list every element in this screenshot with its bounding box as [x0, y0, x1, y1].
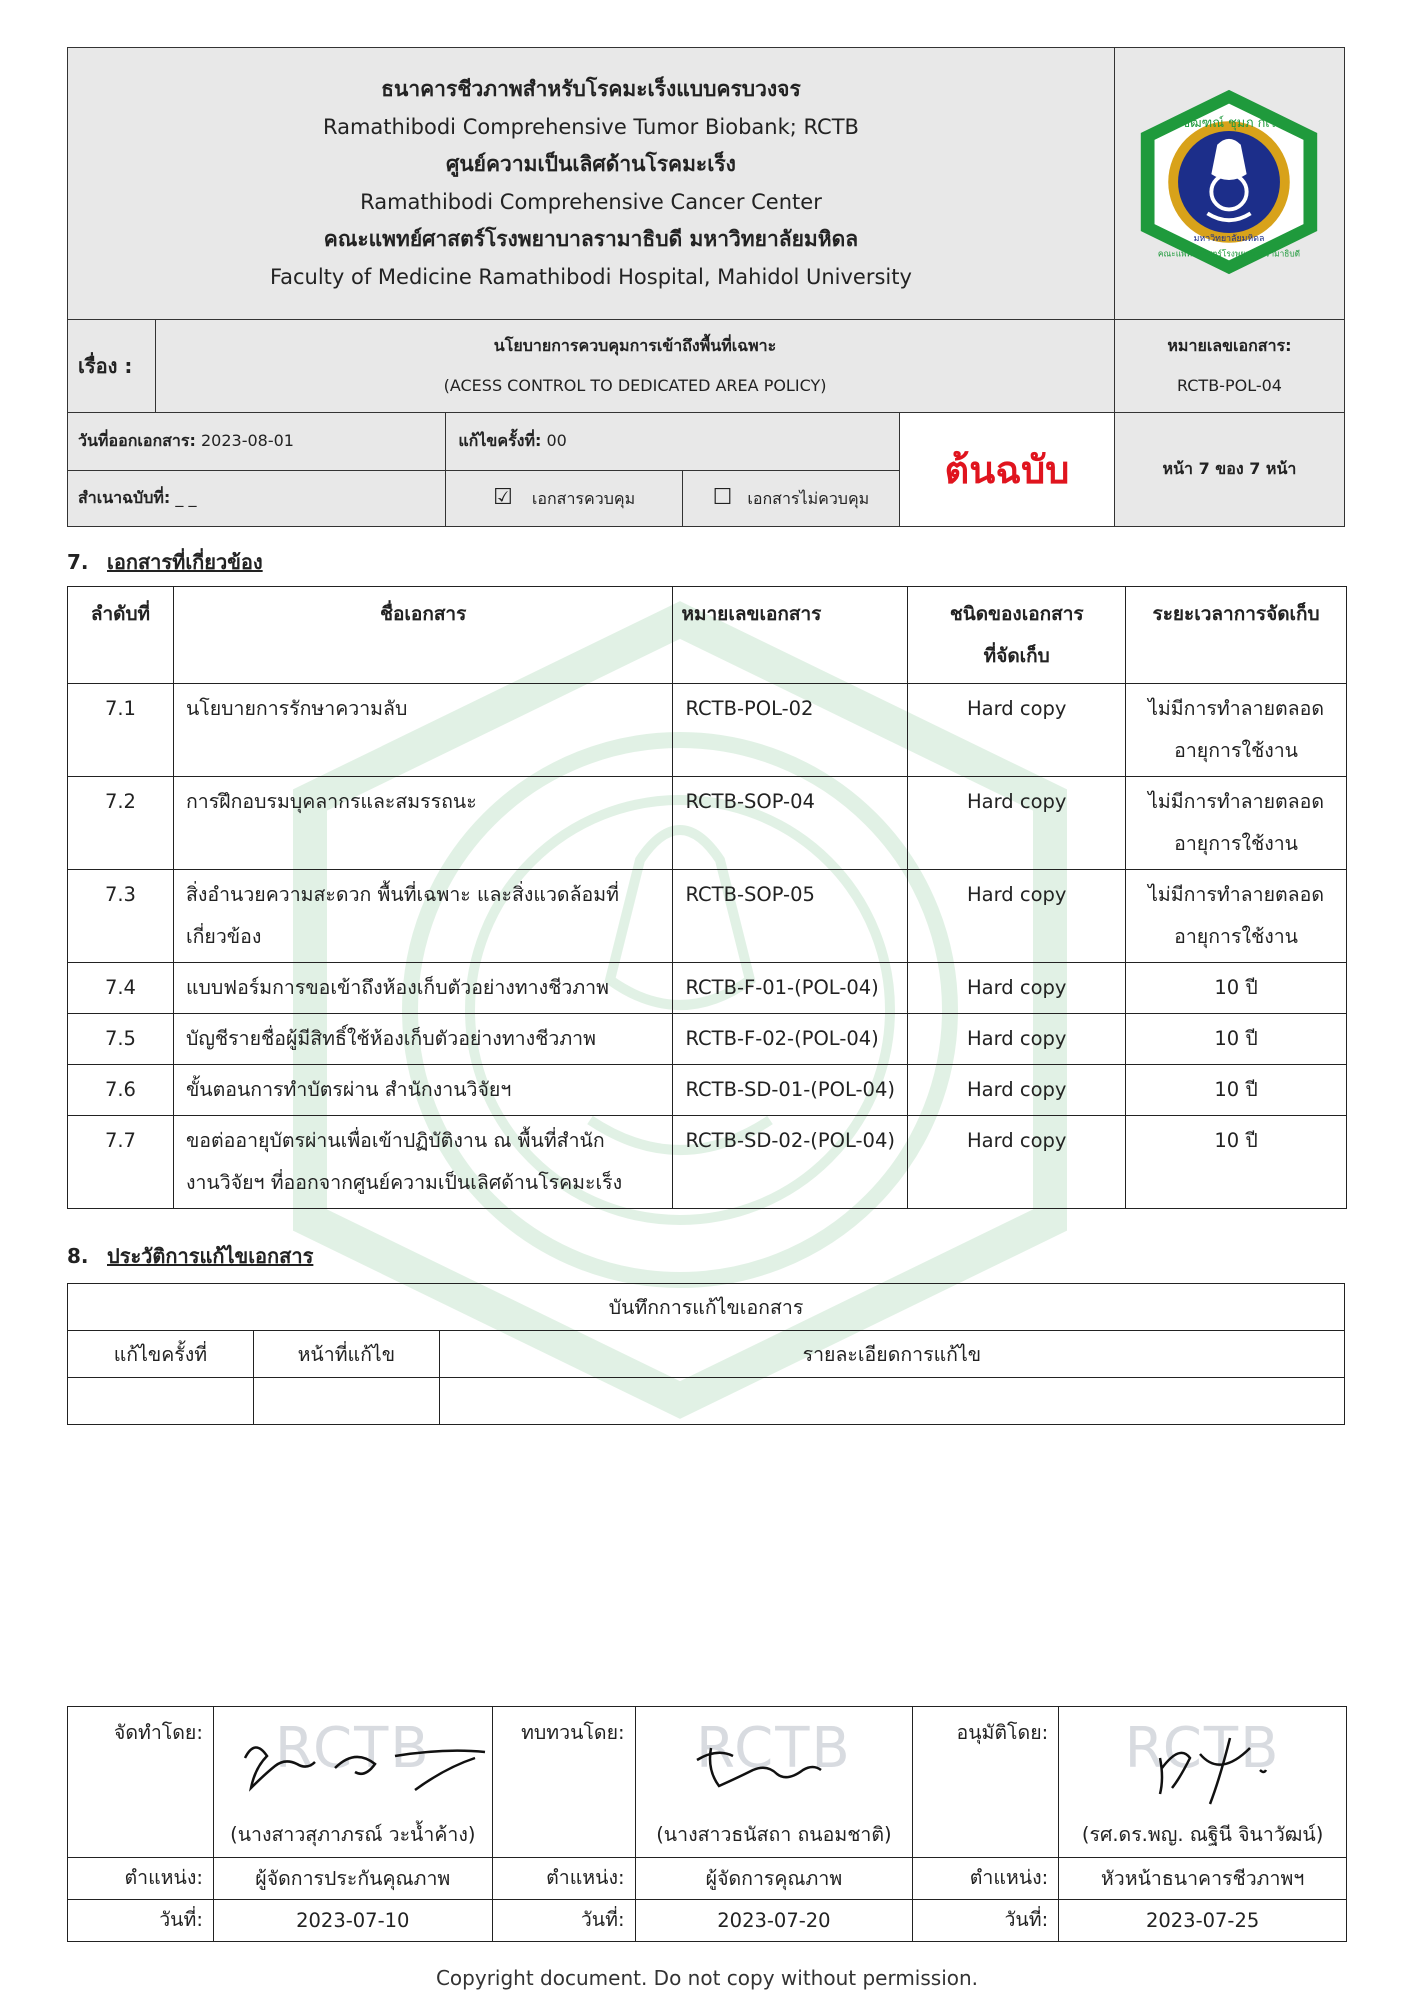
prepared-position: ผู้จัดการประกันคุณภาพ [213, 1857, 492, 1899]
docno-label: หมายเลขเอกสาร: [1167, 336, 1292, 355]
table-row [68, 1014, 1347, 1065]
document-name: บัญชีรายชื่อผู้มีสิทธิ์ใช้ห้องเก็บตัวอย่างทางชีวภาพ [173, 1014, 673, 1065]
row-number: 7.3 [68, 870, 174, 963]
document-number: RCTB-SD-02-(POL-04) [673, 1116, 908, 1209]
logo-inner-text: มหาวิทยาลัยมหิดล [1194, 233, 1265, 244]
copy-number-label: สำเนาฉบับที่: [78, 488, 171, 507]
storage-type: Hard copy [908, 684, 1126, 777]
original-stamp: ต้นฉบับ [899, 413, 1114, 527]
reviewed-position: ผู้จัดการคุณภาพ [635, 1857, 913, 1899]
revision-value: 00 [546, 431, 567, 450]
docno-cell [1114, 320, 1344, 413]
storage-type: Hard copy [908, 870, 1126, 963]
date-label: วันที่: [913, 1899, 1059, 1941]
revision-cell-empty [253, 1378, 439, 1425]
docno-value: RCTB-POL-04 [1176, 376, 1282, 395]
position-label: ตำแหน่ง: [68, 1857, 214, 1899]
revision-cell [446, 413, 900, 471]
logo-bottom-text: คณะแพทยศาสตร์โรงพยาบาลรามาธิบดี [1158, 247, 1301, 258]
storage-type: Hard copy [908, 1014, 1126, 1065]
column-header: ชนิดของเอกสาร ที่จัดเก็บ [908, 587, 1126, 684]
section-7-heading [67, 546, 263, 578]
header-title-block [68, 48, 1115, 320]
column-header: ชื่อเอกสาร [173, 587, 673, 684]
copy-number-value: _ _ [175, 488, 197, 507]
approved-name: (รศ.ดร.พญ. ณฐินี จินาวัฒน์) [1059, 1813, 1347, 1857]
uncontrolled-doc-cell [682, 471, 899, 527]
column-header: ระยะเวลาการจัดเก็บ [1126, 587, 1347, 684]
storage-type: Hard copy [908, 777, 1126, 870]
row-number: 7.4 [68, 963, 174, 1014]
issue-date-cell [68, 413, 446, 471]
document-name: ขอต่ออายุบัตรผ่านเพื่อเข้าปฏิบัติงาน ณ พื้นที่สำนัก งานวิจัยฯ ที่ออกจากศูนย์ความเป็นเลิศด้านโรคมะเร็ง [173, 1116, 673, 1209]
approved-by-label: อนุมัติโดย: [913, 1707, 1059, 1858]
revision-cell-empty [68, 1378, 254, 1425]
page-info: หน้า 7 ของ 7 หน้า [1114, 413, 1344, 527]
row-number: 7.6 [68, 1065, 174, 1116]
rctb-watermark: RCTB [274, 1716, 431, 1781]
row-number: 7.5 [68, 1014, 174, 1065]
subject-cell [156, 320, 1115, 413]
document-name: การฝึกอบรมบุคลากรและสมรรถนะ [173, 777, 673, 870]
document-number: RCTB-SOP-04 [673, 777, 908, 870]
subject-english: (ACESS CONTROL TO DEDICATED AREA POLICY) [443, 376, 827, 395]
revision-history-table [67, 1283, 1345, 1425]
prepared-by-label: จัดทำโดย: [68, 1707, 214, 1858]
column-header: แก้ไขครั้งที่ [68, 1331, 254, 1378]
document-name: แบบฟอร์มการขอเข้าถึงห้องเก็บตัวอย่างทางชีวภาพ [173, 963, 673, 1014]
position-label: ตำแหน่ง: [913, 1857, 1059, 1899]
table-row [68, 1065, 1347, 1116]
section-number: 7. [67, 550, 89, 574]
issue-date-value: 2023-08-01 [200, 431, 294, 450]
retention-period: 10 ปี [1126, 1065, 1347, 1116]
unchecked-checkbox-icon: ☐ [712, 485, 733, 510]
document-number: RCTB-SD-01-(POL-04) [673, 1065, 908, 1116]
position-label: ตำแหน่ง: [492, 1857, 635, 1899]
document-name: นโยบายการรักษาความลับ [173, 684, 673, 777]
reviewed-signature-box [635, 1707, 913, 1814]
reviewed-name: (นางสาวธนัสถา ถนอมชาติ) [635, 1813, 913, 1857]
reviewed-date: 2023-07-20 [635, 1899, 913, 1941]
faculty-logo-icon [1131, 84, 1327, 280]
approved-date: 2023-07-25 [1059, 1899, 1347, 1941]
document-name: ขั้นตอนการทำบัตรผ่าน สำนักงานวิจัยฯ [173, 1065, 673, 1116]
checked-checkbox-icon: ☑ [493, 485, 513, 510]
storage-type: Hard copy [908, 1065, 1126, 1116]
subject-label: เรื่อง : [68, 320, 156, 413]
retention-period: ไม่มีการทำลายตลอด อายุการใช้งาน [1126, 777, 1347, 870]
column-header: ลำดับที่ [68, 587, 174, 684]
copyright-footer: Copyright document. Do not copy without permission. [435, 1966, 979, 1990]
prepared-signature-box [213, 1707, 492, 1814]
table-row [68, 870, 1347, 963]
date-label: วันที่: [68, 1899, 214, 1941]
column-header: รายละเอียดการแก้ไข [439, 1331, 1344, 1378]
section-8-heading [67, 1240, 313, 1272]
column-header: หมายเลขเอกสาร [673, 587, 908, 684]
table-row [68, 777, 1347, 870]
header-title-line: คณะแพทย์ศาสตร์โรงพยาบาลรามาธิบดี มหาวิทยาลัยมหิดล [323, 227, 859, 251]
handwritten-signature-icon [637, 1708, 915, 1812]
rctb-watermark: RCTB [695, 1716, 852, 1781]
approved-signature-box [1059, 1707, 1347, 1814]
table-row [68, 684, 1347, 777]
storage-type: Hard copy [908, 1116, 1126, 1209]
section-title: ประวัติการแก้ไขเอกสาร [107, 1244, 314, 1268]
related-documents-table [67, 586, 1347, 1209]
handwritten-signature-icon [1060, 1708, 1348, 1812]
header-title-line: Faculty of Medicine Ramathibodi Hospital, Mahidol University [269, 264, 912, 289]
retention-period: 10 ปี [1126, 963, 1347, 1014]
document-header [67, 47, 1345, 527]
subject-thai: นโยบายการควบคุมการเข้าถึงพื้นที่เฉพาะ [493, 336, 777, 355]
document-number: RCTB-SOP-05 [673, 870, 908, 963]
signature-table [67, 1706, 1347, 1942]
retention-period: 10 ปี [1126, 1014, 1347, 1065]
header-title-line: Ramathibodi Comprehensive Tumor Biobank; RCTB [322, 114, 859, 139]
retention-period: ไม่มีการทำลายตลอด อายุการใช้งาน [1126, 684, 1347, 777]
logo-cell [1114, 48, 1344, 320]
issue-date-label: วันที่ออกเอกสาร: [78, 431, 196, 450]
revision-cell-empty [439, 1378, 1344, 1425]
reviewed-by-label: ทบทวนโดย: [492, 1707, 635, 1858]
logo-top-text: ซัฒฑณ์ ชุมภ กเร [1181, 115, 1277, 131]
column-header: หน้าที่แก้ไข [253, 1331, 439, 1378]
document-number: RCTB-F-01-(POL-04) [673, 963, 908, 1014]
row-number: 7.2 [68, 777, 174, 870]
uncontrolled-doc-label: เอกสารไม่ควบคุม [747, 489, 870, 508]
document-number: RCTB-POL-02 [673, 684, 908, 777]
retention-period: 10 ปี [1126, 1116, 1347, 1209]
rctb-watermark: RCTB [1124, 1716, 1281, 1781]
date-label: วันที่: [492, 1899, 635, 1941]
section-title: เอกสารที่เกี่ยวข้อง [107, 550, 263, 574]
controlled-doc-cell [446, 471, 682, 527]
controlled-doc-label: เอกสารควบคุม [531, 489, 636, 508]
header-title-line: Ramathibodi Comprehensive Cancer Center [360, 189, 822, 214]
approved-position: หัวหน้าธนาคารชีวภาพฯ [1059, 1857, 1347, 1899]
revision-label: แก้ไขครั้งที่: [458, 431, 542, 450]
row-number: 7.1 [68, 684, 174, 777]
header-title-line: ศูนย์ความเป็นเลิศด้านโรคมะเร็ง [445, 152, 736, 176]
prepared-date: 2023-07-10 [213, 1899, 492, 1941]
section-number: 8. [67, 1244, 89, 1268]
row-number: 7.7 [68, 1116, 174, 1209]
table-row [68, 1116, 1347, 1209]
document-number: RCTB-F-02-(POL-04) [673, 1014, 908, 1065]
table-row [68, 963, 1347, 1014]
document-name: สิ่งอำนวยความสะดวก พื้นที่เฉพาะ และสิ่งแวดล้อมที่ เกี่ยวข้อง [173, 870, 673, 963]
header-title-line: ธนาคารชีวภาพสำหรับโรคมะเร็งแบบครบวงจร [381, 77, 801, 101]
prepared-name: (นางสาวสุภาภรณ์ วะน้ำค้าง) [213, 1813, 492, 1857]
storage-type: Hard copy [908, 963, 1126, 1014]
retention-period: ไม่มีการทำลายตลอด อายุการใช้งาน [1126, 870, 1347, 963]
copy-number-cell [68, 471, 446, 527]
revision-table-title: บันทึกการแก้ไขเอกสาร [68, 1284, 1345, 1331]
handwritten-signature-icon [215, 1708, 494, 1812]
